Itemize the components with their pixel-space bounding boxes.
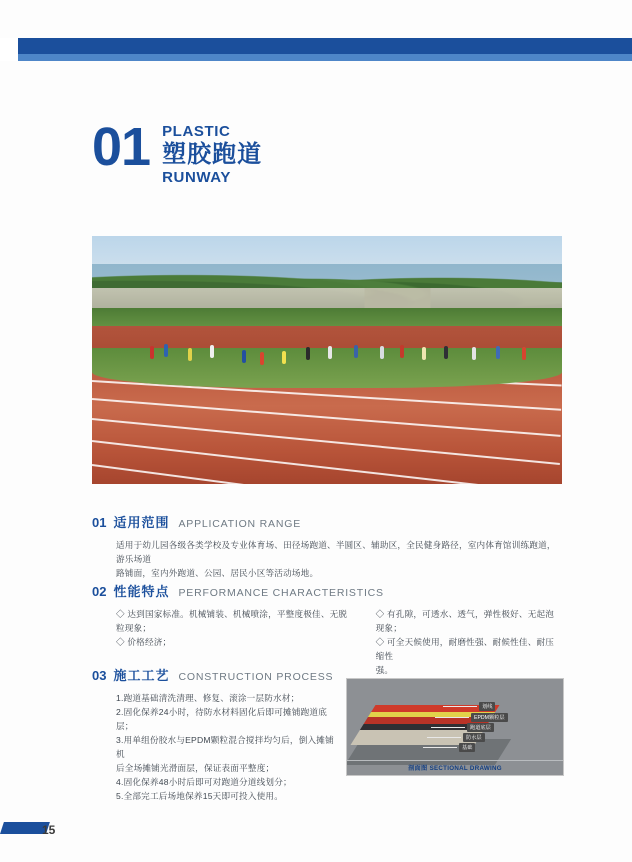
body-column-right [376, 607, 562, 677]
body-line: 强。 [375, 665, 394, 675]
header-bar-secondary [0, 54, 632, 61]
body-line: ◇ 达到国家标准。机械铺装、机械喷涂，平整度极佳、无脱 [116, 609, 348, 619]
photo-buildings [92, 288, 562, 310]
drawing-leader-line [443, 706, 477, 707]
body-line: 适用于幼儿园各级各类学校及专业体育场、田径场跑道、半圆区、辅助区，全民健身路径，室内体育馆训练跑道，游乐场道 [116, 540, 556, 564]
block-number: 03 [92, 668, 107, 683]
section-number: 01 [92, 117, 151, 177]
block-heading [92, 512, 562, 531]
body-line: 后全场摊铺光滑面层，保证表面平整度； [116, 763, 275, 773]
body-line: 2.固化保养24小时，待防水材料固化后即可摊铺跑道底层； [116, 707, 327, 731]
body-line: 路铺面，室内外跑道、公园、居民小区等活动场地。 [116, 568, 319, 578]
section-title-english-top: PLASTIC [162, 123, 231, 140]
block-number: 02 [92, 584, 107, 599]
content-block-performance [92, 581, 562, 677]
body-line: ◇ 有孔隙，可透水、透气，弹性极好、无起泡现象； [375, 609, 555, 633]
block-heading [92, 665, 342, 684]
block-title-chinese: 施工工艺 [113, 668, 170, 683]
running-track-photo [92, 236, 562, 484]
section-title-english-bottom: RUNWAY [162, 169, 231, 186]
drawing-leader-line [435, 717, 469, 718]
drawing-caption-english: SECTIONAL DRAWING [429, 765, 502, 772]
body-line: 3.用单组份胶水与EPDM颗粒混合搅拌均匀后，倒入摊铺机 [116, 735, 334, 759]
block-title-chinese: 性能特点 [113, 584, 170, 599]
block-title-chinese: 适用范围 [113, 515, 170, 530]
block-body [116, 538, 562, 580]
drawing-label-epdm: EPDM颗粒层 [471, 713, 508, 722]
drawing-leader-line [423, 747, 457, 748]
drawing-label-track-base: 跑道底层 [467, 723, 494, 732]
section-title-chinese: 塑胶跑道 [162, 141, 263, 168]
block-title-english: CONSTRUCTION PROCESS [178, 671, 334, 683]
content-block-application-range [92, 512, 562, 580]
section-heading [92, 117, 263, 186]
body-line: 1.跑道基础清洗清理、修复、滚涂一层防水材； [116, 693, 300, 703]
drawing-leader-line [427, 737, 461, 738]
body-line: ◇ 价格经济； [116, 637, 172, 647]
drawing-label-marking: 划线 [479, 702, 495, 711]
drawing-caption-chinese: 剖面图 [408, 765, 428, 772]
sectional-drawing [346, 678, 564, 776]
content-block-construction-process [92, 665, 342, 803]
block-body [116, 691, 342, 803]
drawing-leader-line [431, 727, 465, 728]
drawing-caption-divider [347, 760, 563, 761]
body-line: 5.全部完工后场地保养15天即可投入使用。 [116, 791, 284, 801]
block-title-english: APPLICATION RANGE [178, 518, 301, 530]
section-title-group [162, 120, 262, 186]
body-line: ◇ 可全天候使用，耐磨性强、耐候性佳、耐压缩性 [375, 637, 555, 661]
header-bar-notch [0, 38, 18, 61]
drawing-label-waterproof: 防水层 [463, 733, 485, 742]
page-number: 15 [42, 823, 56, 837]
photo-runners [92, 332, 562, 366]
block-number: 01 [92, 515, 107, 530]
header-bar-primary [0, 38, 632, 54]
drawing-caption [347, 763, 563, 772]
body-line: 粒现象； [116, 623, 152, 633]
block-title-english: PERFORMANCE CHARACTERISTICS [178, 587, 384, 599]
block-heading [92, 581, 562, 600]
body-line: 4.固化保养48小时后即可对跑道分道线划分； [116, 777, 292, 787]
drawing-label-foundation: 基础 [459, 743, 475, 752]
